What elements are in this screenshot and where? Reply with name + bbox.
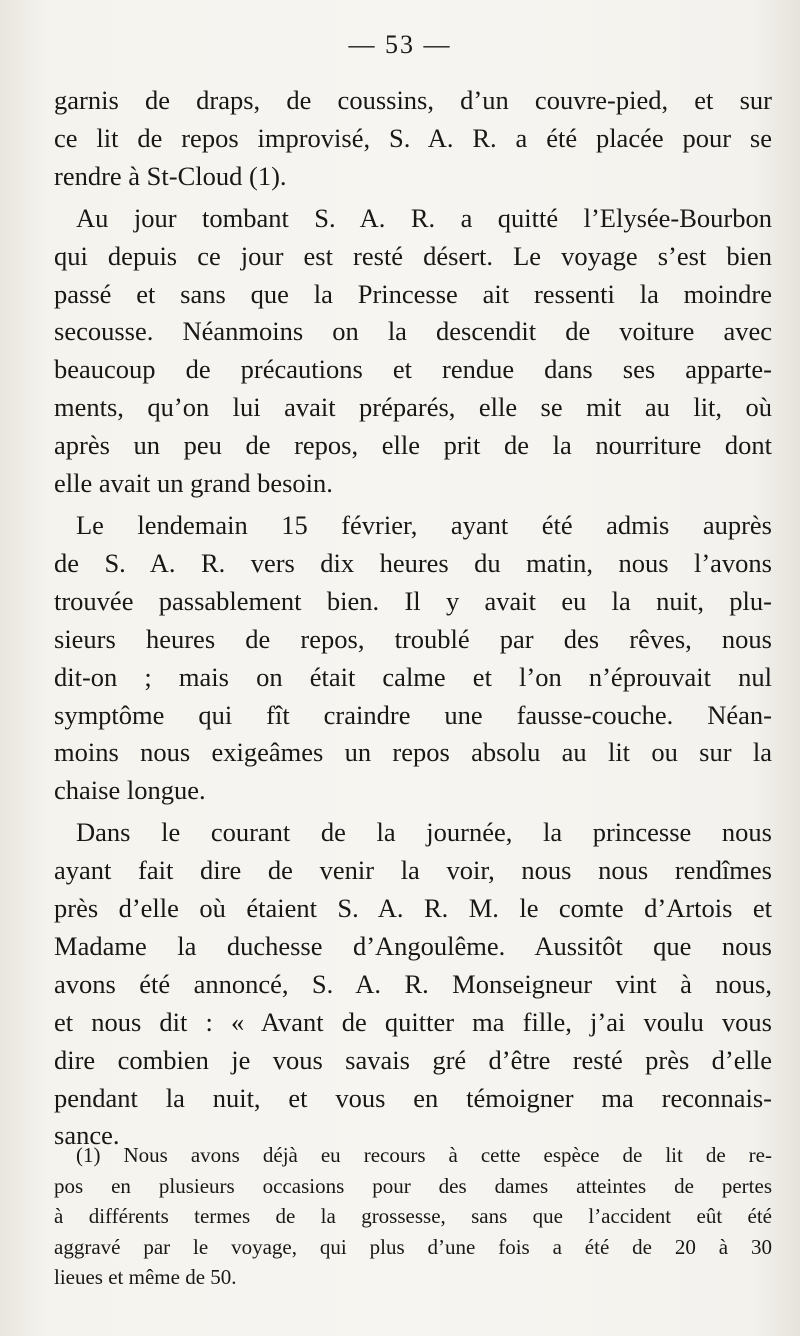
paragraph-2 xyxy=(54,200,772,503)
paragraph-4 xyxy=(54,814,772,1155)
text-line: rendre à St-Cloud (1). xyxy=(54,160,287,191)
page-number: — 53 — xyxy=(348,30,452,59)
text-line: et nous dit : « Avant de quitter ma fille, j’ai voulu vous xyxy=(54,1006,772,1037)
footnote-line: pos en plusieurs occasions pour des dames atteintes de pertes xyxy=(54,1173,772,1198)
text-line: sance. xyxy=(54,1120,120,1151)
text-line: dire combien je vous savais gré d’être resté près d’elle xyxy=(54,1044,772,1075)
text-line: près d’elle où étaient S. A. R. M. le comte d’Artois et xyxy=(54,893,772,924)
text-line: passé et sans que la Princesse ait ressenti la moindre xyxy=(54,278,772,309)
text-line: ayant fait dire de venir la voir, nous nous rendîmes xyxy=(54,855,772,886)
text-line: ments, qu’on lui avait préparés, elle se mit au lit, où xyxy=(54,392,772,423)
footnote-line: (1) Nous avons déjà eu recours à cette espèce de lit de re- xyxy=(76,1143,772,1167)
body-text xyxy=(54,82,772,1155)
footnote-line: lieues et même de 50. xyxy=(54,1265,237,1289)
text-line: Au jour tombant S. A. R. a quitté l’Elysée-Bourbon xyxy=(76,202,772,233)
text-line: garnis de draps, de coussins, d’un couvre-pied, et sur xyxy=(54,85,772,115)
text-line: beaucoup de précautions et rendue dans ses apparte- xyxy=(54,354,772,385)
text-line: après un peu de repos, elle prit de la nourriture dont xyxy=(54,430,772,461)
paragraph-1 xyxy=(54,82,772,196)
text-line: Madame la duchesse d’Angoulême. Aussitôt que nous xyxy=(54,930,772,961)
text-line: Dans le courant de la journée, la princesse nous xyxy=(76,817,772,848)
text-line: chaise longue. xyxy=(54,775,206,806)
text-line: moins nous exigeâmes un repos absolu au lit ou sur la xyxy=(54,737,772,768)
text-line: elle avait un grand besoin. xyxy=(54,468,333,499)
text-line: avons été annoncé, S. A. R. Monseigneur vint à nous, xyxy=(54,968,772,999)
text-line: dit-on ; mais on était calme et l’on n’éprouvait nul xyxy=(54,661,772,692)
text-line: Le lendemain 15 février, ayant été admis auprès xyxy=(76,509,772,540)
text-line: de S. A. R. vers dix heures du matin, nous l’avons xyxy=(54,547,772,578)
footnote-line: aggravé par le voyage, qui plus d’une fois a été de 20 à 30 xyxy=(54,1234,772,1259)
text-line: symptôme qui fît craindre une fausse-couche. Néan- xyxy=(54,699,772,730)
footnote xyxy=(54,1140,772,1293)
text-line: secousse. Néanmoins on la descendit de voiture avec xyxy=(54,316,772,347)
text-line: qui depuis ce jour est resté désert. Le voyage s’est bien xyxy=(54,240,772,271)
text-line: trouvée passablement bien. Il y avait eu la nuit, plu- xyxy=(54,585,772,616)
paragraph-3 xyxy=(54,507,772,810)
text-line: ce lit de repos improvisé, S. A. R. a été placée pour se xyxy=(54,122,772,153)
text-line: sieurs heures de repos, troublé par des rêves, nous xyxy=(54,623,772,654)
text-line: pendant la nuit, et vous en témoigner ma reconnais- xyxy=(54,1082,772,1113)
footnote-line: à différents termes de la grossesse, sans que l’accident eût été xyxy=(54,1204,772,1228)
